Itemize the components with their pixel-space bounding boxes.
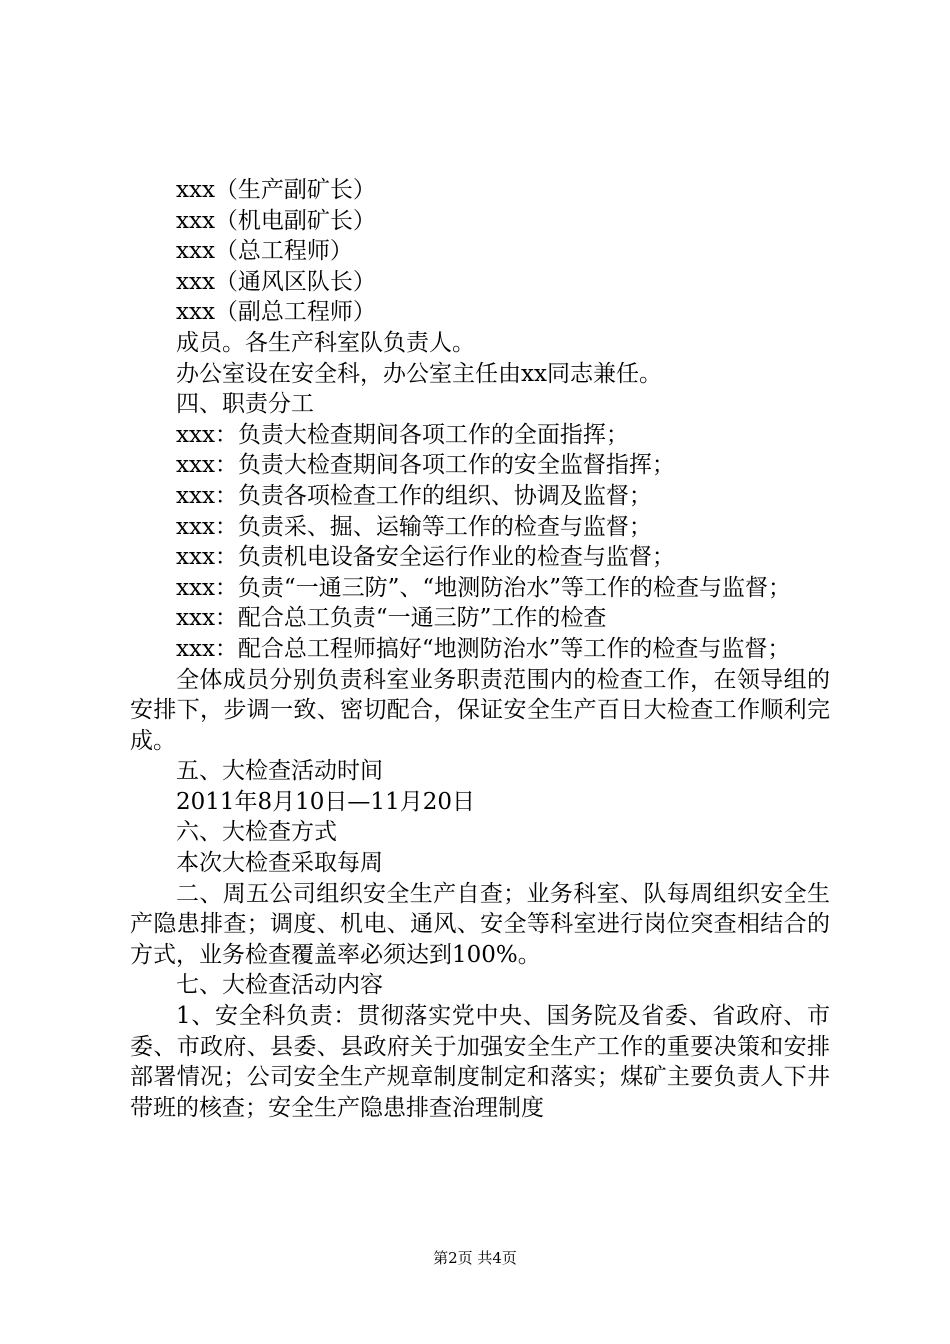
paragraph: 本次大检查采取每周 [176,850,383,877]
paragraph: xxx：负责机电设备安全运行作业的检查与监督； [176,544,675,571]
paragraph: xxx：配合总工负责“一通三防”工作的检查 [176,605,607,632]
section-heading: 六、大检查方式 [176,819,337,846]
paragraph: xxx：负责采、掘、运输等工作的检查与监督； [176,513,652,540]
paragraph: xxx：配合总工程师搞好“地测防治水”等工作的检查与监督； [176,635,791,662]
paragraph: xxx（生产副矿长） [176,177,376,203]
paragraph: 办公室设在安全科，办公室主任由xx同志兼任。 [176,360,662,387]
paragraph: 2011年8月10日—11月20日 [176,788,475,815]
section-heading: 四、职责分工 [176,391,314,418]
paragraph: 二、周五公司组织安全生产自查；业务科室、队每周组织安全生产隐患排查；调度、机电、通风、安全等科室进行岗位突查相结合的方式，业务检查覆盖率必须达到100%。 [130,880,830,968]
paragraph: xxx（副总工程师） [176,299,376,326]
paragraph: xxx（机电副矿长） [176,207,376,234]
section-heading: 七、大检查活动内容 [176,972,383,999]
page-number-footer: 第2页 共4页 [433,1249,517,1267]
paragraph: xxx：负责各项检查工作的组织、协调及监督； [176,482,652,509]
paragraph: xxx（总工程师） [176,238,353,265]
paragraph: xxx：负责“一通三防”、“地测防治水”等工作的检查与监督； [176,574,791,601]
document-body [130,175,830,1123]
paragraph: 1、安全科负责：贯彻落实党中央、国务院及省委、省政府、市委、市政府、县委、县政府关于加强安全生产工作的重要决策和安排部署情况；公司安全生产规章制度制定和落实；煤矿主要负责人下井带班的核查；安全生产隐患排查治理制度 [130,1003,830,1121]
section-heading: 五、大检查活动时间 [176,758,383,785]
paragraph: xxx（通风区队长） [176,268,376,295]
paragraph: 全体成员分别负责科室业务职责范围内的检查工作，在领导组的安排下，步调一致、密切配合，保证安全生产百日大检查工作顺利完成。 [130,666,830,754]
paragraph: xxx：负责大检查期间各项工作的全面指挥； [176,421,629,448]
paragraph: 成员。各生产科室队负责人。 [176,329,475,356]
paragraph: xxx：负责大检查期间各项工作的安全监督指挥； [176,452,675,479]
